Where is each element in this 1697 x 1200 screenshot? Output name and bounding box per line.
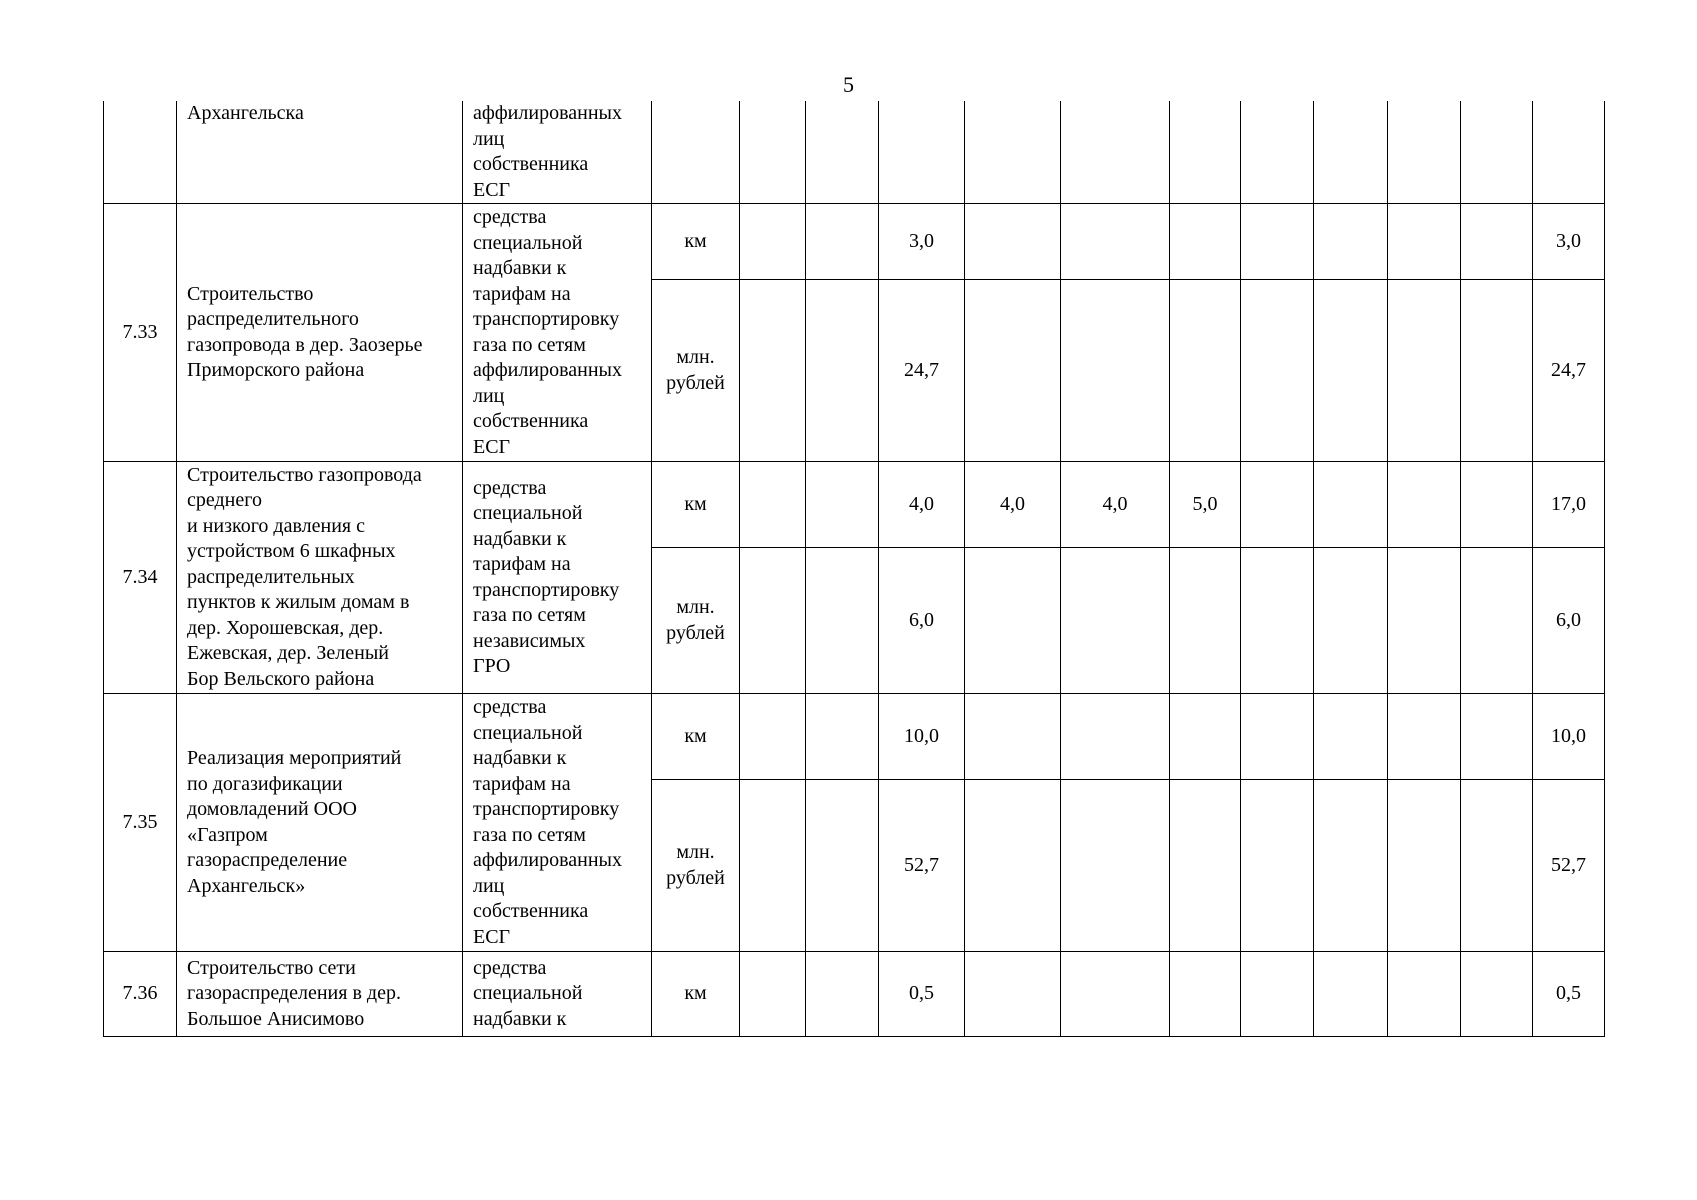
cell-empty xyxy=(1461,694,1533,780)
cell-unit: км xyxy=(652,952,740,1037)
cell-empty xyxy=(1314,462,1388,548)
cell-num: 7.36 xyxy=(104,952,177,1037)
cell-empty xyxy=(1314,204,1388,280)
cell-unit: км xyxy=(652,694,740,780)
cell-empty xyxy=(740,101,806,204)
page-number: 5 xyxy=(843,72,854,97)
cell-value xyxy=(1170,280,1241,462)
cell-value: 4,0 xyxy=(965,462,1061,548)
cell-unit: млн. рублей xyxy=(652,280,740,462)
cell-total: 3,0 xyxy=(1533,204,1605,280)
cell-source: средства специальной надбавки к тарифам на транспортировку газа по сетям аффилированных лиц собственника ЕСГ xyxy=(463,204,652,462)
cell-num xyxy=(104,101,177,204)
cell-empty xyxy=(740,548,806,694)
cell-empty xyxy=(806,204,879,280)
cell-unit xyxy=(652,101,740,204)
cell-empty xyxy=(740,204,806,280)
cell-value: 6,0 xyxy=(879,548,965,694)
cell-name: Реализация мероприятий по догазификации домовладений ООО «Газпром газораспределение Архангельск» xyxy=(177,694,463,952)
cell-value xyxy=(965,694,1061,780)
cell-empty xyxy=(740,462,806,548)
cell-unit: млн. рублей xyxy=(652,780,740,952)
cell-empty xyxy=(1388,462,1461,548)
cell-empty xyxy=(1241,462,1314,548)
cell-empty xyxy=(806,101,879,204)
cell-value: 4,0 xyxy=(1061,462,1170,548)
cell-empty xyxy=(806,780,879,952)
cell-empty xyxy=(1170,101,1241,204)
cell-total: 17,0 xyxy=(1533,462,1605,548)
cell-num: 7.35 xyxy=(104,694,177,952)
cell-source: средства специальной надбавки к тарифам на транспортировку газа по сетям аффилированных лиц собственника ЕСГ xyxy=(463,694,652,952)
cell-value xyxy=(965,952,1061,1037)
cell-empty xyxy=(1314,780,1388,952)
cell-total: 24,7 xyxy=(1533,280,1605,462)
cell-empty xyxy=(1314,952,1388,1037)
cell-empty xyxy=(1241,694,1314,780)
cell-value: 0,5 xyxy=(879,952,965,1037)
cell-name: Строительство распределительного газопровода в дер. Заозерье Приморского района xyxy=(177,204,463,462)
cell-empty xyxy=(1388,280,1461,462)
table-row xyxy=(104,694,1605,780)
cell-value xyxy=(965,280,1061,462)
cell-empty xyxy=(1241,101,1314,204)
cell-empty xyxy=(1461,548,1533,694)
cell-empty xyxy=(806,548,879,694)
cell-value: 4,0 xyxy=(879,462,965,548)
cell-value: 24,7 xyxy=(879,280,965,462)
cell-value xyxy=(1170,548,1241,694)
cell-empty xyxy=(1241,280,1314,462)
cell-empty xyxy=(740,780,806,952)
cell-num: 7.34 xyxy=(104,462,177,694)
cell-empty xyxy=(1241,780,1314,952)
cell-value xyxy=(1061,280,1170,462)
cell-value: 10,0 xyxy=(879,694,965,780)
cell-source: средства специальной надбавки к xyxy=(463,952,652,1037)
cell-empty xyxy=(806,462,879,548)
cell-empty xyxy=(1388,204,1461,280)
cell-value xyxy=(1061,548,1170,694)
cell-value xyxy=(965,548,1061,694)
cell-value xyxy=(1170,952,1241,1037)
cell-empty xyxy=(1314,101,1388,204)
cell-source: аффилированных лиц собственника ЕСГ xyxy=(463,101,652,204)
cell-unit: млн. рублей xyxy=(652,548,740,694)
cell-empty xyxy=(1241,548,1314,694)
cell-name: Архангельска xyxy=(177,101,463,204)
cell-value xyxy=(965,780,1061,952)
cell-name: Строительство газопровода среднего и низкого давления с устройством 6 шкафных распределительных пунктов к жилым домам в дер. Хорошевская, дер. Ежевская, дер. Зеленый Бор Вельского района xyxy=(177,462,463,694)
cell-value: 5,0 xyxy=(1170,462,1241,548)
cell-empty xyxy=(1533,101,1605,204)
cell-empty xyxy=(806,952,879,1037)
cell-empty xyxy=(806,280,879,462)
cell-total: 10,0 xyxy=(1533,694,1605,780)
cell-empty xyxy=(879,101,965,204)
cell-empty xyxy=(965,101,1061,204)
cell-value xyxy=(1061,780,1170,952)
cell-empty xyxy=(1461,101,1533,204)
cell-empty xyxy=(1314,694,1388,780)
cell-source: средства специальной надбавки к тарифам на транспортировку газа по сетям независимых ГРО xyxy=(463,462,652,694)
cell-empty xyxy=(806,694,879,780)
cell-value xyxy=(1061,952,1170,1037)
cell-empty xyxy=(1388,548,1461,694)
cell-empty xyxy=(740,280,806,462)
table-row xyxy=(104,462,1605,548)
cell-empty xyxy=(1314,548,1388,694)
cell-empty xyxy=(1388,952,1461,1037)
cell-empty xyxy=(1461,280,1533,462)
cell-empty xyxy=(1241,952,1314,1037)
cell-value xyxy=(1170,780,1241,952)
cell-empty xyxy=(740,952,806,1037)
cell-empty xyxy=(1388,694,1461,780)
table-row xyxy=(104,952,1605,1037)
cell-unit: км xyxy=(652,204,740,280)
cell-value xyxy=(1170,694,1241,780)
cell-value xyxy=(1061,694,1170,780)
cell-value xyxy=(965,204,1061,280)
table-row xyxy=(104,204,1605,280)
cell-empty xyxy=(1241,204,1314,280)
cell-empty xyxy=(1461,952,1533,1037)
cell-empty xyxy=(1388,780,1461,952)
cell-empty xyxy=(1388,101,1461,204)
cell-total: 0,5 xyxy=(1533,952,1605,1037)
cell-empty xyxy=(1314,280,1388,462)
cell-total: 6,0 xyxy=(1533,548,1605,694)
cell-empty xyxy=(1461,780,1533,952)
gasification-table xyxy=(103,101,1605,1037)
cell-name: Строительство сети газораспределения в дер. Большое Анисимово xyxy=(177,952,463,1037)
cell-empty xyxy=(1461,204,1533,280)
cell-total: 52,7 xyxy=(1533,780,1605,952)
cell-value xyxy=(1170,204,1241,280)
cell-value xyxy=(1061,204,1170,280)
cell-num: 7.33 xyxy=(104,204,177,462)
cell-empty xyxy=(1461,462,1533,548)
cell-empty xyxy=(1061,101,1170,204)
cell-empty xyxy=(740,694,806,780)
cell-value: 3,0 xyxy=(879,204,965,280)
cell-value: 52,7 xyxy=(879,780,965,952)
cell-unit: км xyxy=(652,462,740,548)
table-row-continued xyxy=(104,101,1605,204)
